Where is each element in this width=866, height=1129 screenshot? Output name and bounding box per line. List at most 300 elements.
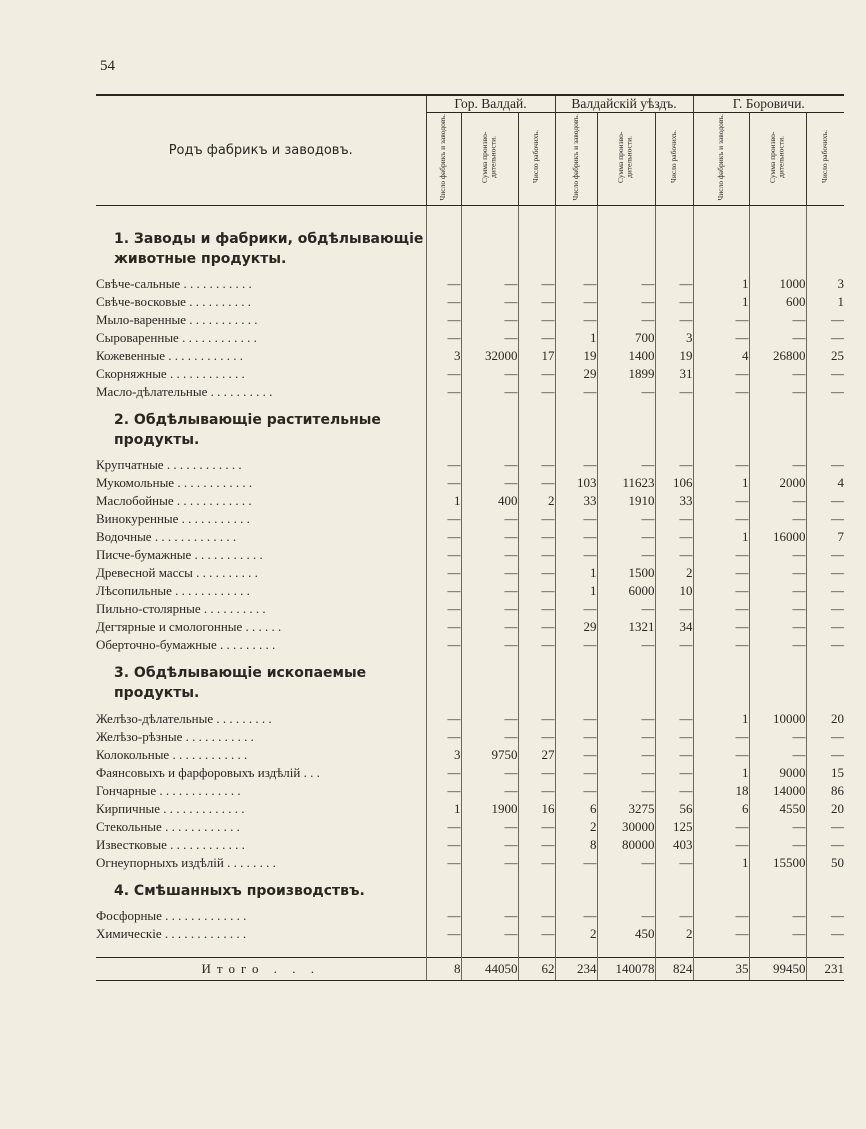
value-cell: 29: [555, 365, 597, 383]
row-label: Желѣзо-дѣлательные . . . . . . . . .: [96, 710, 272, 726]
value-cell: 17: [518, 347, 555, 365]
value-cell: 19: [555, 347, 597, 365]
section-title: 4. Смѣшанныхъ производствъ.: [114, 882, 365, 899]
value-cell: 2: [655, 925, 693, 943]
value-cell: —: [655, 311, 693, 329]
table-row: [96, 854, 844, 872]
column-header: Число фабрикъ и заводовъ.: [555, 113, 597, 206]
row-label: Оберточно-бумажные . . . . . . . . .: [96, 637, 276, 653]
value-cell: —: [461, 710, 518, 728]
value-cell: —: [655, 907, 693, 925]
value-cell: 10000: [749, 710, 806, 728]
value-cell: 1: [806, 293, 844, 311]
value-cell: 1500: [597, 564, 655, 582]
table-row: [96, 600, 844, 618]
value-cell: 4: [693, 347, 749, 365]
value-cell: —: [806, 492, 844, 510]
value-cell: 18: [693, 782, 749, 800]
value-cell: —: [806, 546, 844, 564]
table-row: [96, 365, 844, 383]
value-cell: —: [461, 365, 518, 383]
value-cell: —: [806, 836, 844, 854]
section-title: 1. Заводы и фабрики, обдѣлывающіе животные продукты.: [114, 231, 424, 267]
row-label: Писче-бумажные . . . . . . . . . . .: [96, 547, 263, 563]
value-cell: —: [518, 728, 555, 746]
value-cell: —: [518, 564, 555, 582]
value-cell: 9750: [461, 746, 518, 764]
value-cell: 1: [693, 474, 749, 492]
value-cell: —: [461, 907, 518, 925]
value-cell: —: [749, 600, 806, 618]
value-cell: —: [555, 728, 597, 746]
value-cell: —: [518, 636, 555, 654]
row-label: Колокольные . . . . . . . . . . . .: [96, 746, 248, 762]
value-cell: —: [806, 925, 844, 943]
value-cell: —: [806, 818, 844, 836]
value-cell: 1: [693, 275, 749, 293]
value-cell: —: [693, 383, 749, 401]
value-cell: —: [749, 618, 806, 636]
value-cell: —: [461, 456, 518, 474]
value-cell: 3: [426, 746, 461, 764]
value-cell: —: [749, 582, 806, 600]
value-cell: —: [555, 907, 597, 925]
value-cell: —: [426, 293, 461, 311]
value-cell: —: [555, 510, 597, 528]
value-cell: —: [693, 564, 749, 582]
value-cell: —: [426, 383, 461, 401]
value-cell: —: [461, 836, 518, 854]
value-cell: —: [555, 746, 597, 764]
row-label: Желѣзо-рѣзные . . . . . . . . . . .: [96, 728, 254, 744]
row-label: Свѣче-восковые . . . . . . . . . .: [96, 294, 251, 310]
value-cell: 1: [693, 293, 749, 311]
value-cell: 33: [555, 492, 597, 510]
value-cell: 99450: [749, 958, 806, 981]
table-row: [96, 710, 844, 728]
value-cell: —: [655, 710, 693, 728]
value-cell: —: [426, 311, 461, 329]
value-cell: —: [518, 836, 555, 854]
value-cell: —: [693, 818, 749, 836]
value-cell: —: [426, 329, 461, 347]
value-cell: —: [461, 546, 518, 564]
value-cell: 8: [555, 836, 597, 854]
value-cell: —: [749, 818, 806, 836]
value-cell: 1: [693, 528, 749, 546]
value-cell: —: [426, 456, 461, 474]
value-cell: —: [555, 275, 597, 293]
value-cell: —: [693, 728, 749, 746]
value-cell: —: [461, 600, 518, 618]
value-cell: 3: [655, 329, 693, 347]
value-cell: —: [426, 546, 461, 564]
table-row: [96, 800, 844, 818]
value-cell: —: [693, 311, 749, 329]
column-header: Число рабочихъ.: [655, 113, 693, 206]
value-cell: 3: [426, 347, 461, 365]
value-cell: 20: [806, 710, 844, 728]
value-cell: 31: [655, 365, 693, 383]
value-cell: 1910: [597, 492, 655, 510]
total-label: Итого . . .: [96, 958, 426, 981]
value-cell: 16000: [749, 528, 806, 546]
value-cell: —: [426, 854, 461, 872]
value-cell: —: [426, 510, 461, 528]
row-label: Скорняжные . . . . . . . . . . . .: [96, 366, 245, 382]
value-cell: 1321: [597, 618, 655, 636]
row-label: Дегтярные и смологонные . . . . . .: [96, 619, 282, 635]
value-cell: —: [749, 728, 806, 746]
value-cell: —: [597, 710, 655, 728]
column-header: Число фабрикъ и заводовъ.: [426, 113, 461, 206]
value-cell: 3: [806, 275, 844, 293]
value-cell: —: [555, 764, 597, 782]
value-cell: —: [693, 907, 749, 925]
value-cell: —: [749, 907, 806, 925]
row-label: Фаянсовыхъ и фарфоровыхъ издѣлій . . .: [96, 764, 320, 780]
section-title: 2. Обдѣлывающіе растительные продукты.: [114, 412, 381, 448]
table-row: [96, 275, 844, 293]
value-cell: 6: [693, 800, 749, 818]
value-cell: —: [749, 311, 806, 329]
value-cell: 1: [426, 492, 461, 510]
value-cell: —: [555, 636, 597, 654]
value-cell: —: [597, 636, 655, 654]
value-cell: 11623: [597, 474, 655, 492]
value-cell: —: [749, 925, 806, 943]
column-header: Число рабочихъ.: [518, 113, 555, 206]
table-row: [96, 293, 844, 311]
value-cell: —: [461, 764, 518, 782]
value-cell: —: [461, 311, 518, 329]
table-row: [96, 818, 844, 836]
value-cell: 30000: [597, 818, 655, 836]
value-cell: —: [426, 474, 461, 492]
value-cell: —: [597, 907, 655, 925]
value-cell: —: [426, 275, 461, 293]
table-row: [96, 528, 844, 546]
table-row: [96, 836, 844, 854]
value-cell: —: [426, 925, 461, 943]
value-cell: —: [806, 456, 844, 474]
value-cell: 1: [555, 582, 597, 600]
value-cell: 1: [426, 800, 461, 818]
value-cell: —: [461, 275, 518, 293]
value-cell: —: [749, 492, 806, 510]
value-cell: —: [518, 528, 555, 546]
row-label: Древесной массы . . . . . . . . . .: [96, 565, 258, 581]
value-cell: —: [461, 564, 518, 582]
value-cell: —: [518, 582, 555, 600]
value-cell: —: [461, 925, 518, 943]
value-cell: —: [518, 818, 555, 836]
value-cell: 4550: [749, 800, 806, 818]
value-cell: 20: [806, 800, 844, 818]
value-cell: —: [597, 782, 655, 800]
value-cell: —: [461, 582, 518, 600]
row-label: Пильно-столярные . . . . . . . . . .: [96, 601, 266, 617]
value-cell: 16: [518, 800, 555, 818]
value-cell: —: [806, 618, 844, 636]
value-cell: —: [806, 564, 844, 582]
value-cell: —: [806, 329, 844, 347]
value-cell: —: [749, 510, 806, 528]
row-label: Кирпичные . . . . . . . . . . . . .: [96, 800, 245, 816]
value-cell: 34: [655, 618, 693, 636]
value-cell: 1899: [597, 365, 655, 383]
value-cell: —: [426, 818, 461, 836]
value-cell: —: [597, 728, 655, 746]
value-cell: —: [555, 546, 597, 564]
value-cell: —: [518, 311, 555, 329]
value-cell: 125: [655, 818, 693, 836]
table-row: [96, 456, 844, 474]
value-cell: —: [655, 854, 693, 872]
value-cell: —: [597, 528, 655, 546]
row-label: Крупчатные . . . . . . . . . . . .: [96, 457, 242, 473]
value-cell: —: [555, 383, 597, 401]
value-cell: —: [461, 636, 518, 654]
value-cell: —: [597, 275, 655, 293]
table-row: [96, 907, 844, 925]
value-cell: —: [518, 764, 555, 782]
value-cell: 80000: [597, 836, 655, 854]
column-header: Число рабочихъ.: [806, 113, 844, 206]
value-cell: —: [518, 546, 555, 564]
value-cell: 600: [749, 293, 806, 311]
value-cell: —: [693, 546, 749, 564]
column-header: Сумма произво-дительности.: [749, 113, 806, 206]
table-row: [96, 564, 844, 582]
value-cell: 1: [693, 854, 749, 872]
value-cell: —: [461, 329, 518, 347]
factory-statistics-table: [96, 94, 844, 981]
value-cell: —: [597, 510, 655, 528]
value-cell: —: [749, 636, 806, 654]
section-heading-row: [96, 401, 844, 456]
table-row: [96, 728, 844, 746]
value-cell: —: [655, 764, 693, 782]
table-row: [96, 546, 844, 564]
value-cell: —: [655, 782, 693, 800]
table-row: [96, 492, 844, 510]
table-row: [96, 347, 844, 365]
value-cell: —: [426, 365, 461, 383]
row-label: Химическіе . . . . . . . . . . . . .: [96, 926, 247, 942]
value-cell: —: [749, 564, 806, 582]
value-cell: —: [518, 510, 555, 528]
row-label: Водочные . . . . . . . . . . . . .: [96, 529, 237, 545]
value-cell: —: [597, 746, 655, 764]
value-cell: —: [806, 582, 844, 600]
value-cell: —: [749, 365, 806, 383]
value-cell: 26800: [749, 347, 806, 365]
value-cell: —: [655, 728, 693, 746]
value-cell: —: [597, 854, 655, 872]
value-cell: 103: [555, 474, 597, 492]
value-cell: 234: [555, 958, 597, 981]
value-cell: —: [461, 728, 518, 746]
value-cell: 1400: [597, 347, 655, 365]
row-label: Масло-дѣлательные . . . . . . . . . .: [96, 384, 273, 400]
column-header: Число фабрикъ и заводовъ.: [693, 113, 749, 206]
row-label: Маслобойные . . . . . . . . . . . .: [96, 493, 252, 509]
value-cell: 3275: [597, 800, 655, 818]
value-cell: 33: [655, 492, 693, 510]
value-cell: —: [555, 528, 597, 546]
value-cell: —: [749, 546, 806, 564]
value-cell: 6: [555, 800, 597, 818]
value-cell: —: [693, 746, 749, 764]
table-row: [96, 329, 844, 347]
value-cell: —: [597, 764, 655, 782]
value-cell: —: [555, 710, 597, 728]
value-cell: —: [518, 293, 555, 311]
value-cell: —: [518, 907, 555, 925]
value-cell: —: [749, 329, 806, 347]
page-number: 54: [100, 58, 115, 74]
value-cell: —: [597, 293, 655, 311]
value-cell: 403: [655, 836, 693, 854]
value-cell: —: [749, 746, 806, 764]
section-heading-row: [96, 654, 844, 709]
value-cell: 62: [518, 958, 555, 981]
value-cell: —: [555, 782, 597, 800]
value-cell: 15: [806, 764, 844, 782]
value-cell: —: [693, 636, 749, 654]
row-label: Мыло-варенные . . . . . . . . . . .: [96, 312, 258, 328]
value-cell: —: [655, 600, 693, 618]
row-label: Известковые . . . . . . . . . . . .: [96, 836, 245, 852]
value-cell: —: [461, 293, 518, 311]
value-cell: —: [806, 311, 844, 329]
value-cell: —: [461, 474, 518, 492]
value-cell: —: [426, 728, 461, 746]
value-cell: —: [461, 528, 518, 546]
value-cell: 400: [461, 492, 518, 510]
value-cell: 86: [806, 782, 844, 800]
value-cell: —: [749, 456, 806, 474]
value-cell: —: [806, 600, 844, 618]
row-label: Мукомольные . . . . . . . . . . . .: [96, 475, 253, 491]
value-cell: —: [426, 564, 461, 582]
value-cell: —: [461, 854, 518, 872]
value-cell: —: [518, 329, 555, 347]
region-header: Г. Боровичи.: [693, 95, 844, 113]
value-cell: —: [518, 925, 555, 943]
row-label: Винокуренные . . . . . . . . . . .: [96, 511, 250, 527]
value-cell: 2: [555, 818, 597, 836]
region-header: Гор. Валдай.: [426, 95, 555, 113]
value-cell: —: [693, 582, 749, 600]
row-label: Огнеупорныхъ издѣлій . . . . . . . .: [96, 854, 276, 870]
value-cell: —: [597, 456, 655, 474]
value-cell: 1: [693, 710, 749, 728]
value-cell: —: [806, 510, 844, 528]
value-cell: 8: [426, 958, 461, 981]
value-cell: —: [597, 600, 655, 618]
table-row: [96, 582, 844, 600]
value-cell: 450: [597, 925, 655, 943]
value-cell: —: [426, 764, 461, 782]
value-cell: —: [693, 510, 749, 528]
value-cell: 32000: [461, 347, 518, 365]
spacer-row: [96, 943, 844, 958]
value-cell: —: [518, 782, 555, 800]
table-row: [96, 383, 844, 401]
total-row: [96, 958, 844, 981]
value-cell: 14000: [749, 782, 806, 800]
row-label: Фосфорные . . . . . . . . . . . . .: [96, 908, 247, 924]
value-cell: —: [555, 854, 597, 872]
value-cell: —: [518, 710, 555, 728]
value-cell: —: [806, 907, 844, 925]
spacer-row: [96, 206, 844, 221]
value-cell: —: [461, 818, 518, 836]
section-heading-row: [96, 220, 844, 275]
row-header: Родъ фабрикъ и заводовъ.: [96, 95, 426, 206]
value-cell: —: [655, 293, 693, 311]
value-cell: —: [597, 383, 655, 401]
value-cell: 56: [655, 800, 693, 818]
value-cell: —: [555, 293, 597, 311]
value-cell: 19: [655, 347, 693, 365]
value-cell: —: [693, 329, 749, 347]
value-cell: 9000: [749, 764, 806, 782]
value-cell: 1: [693, 764, 749, 782]
value-cell: 231: [806, 958, 844, 981]
value-cell: —: [518, 275, 555, 293]
region-header: Валдайскій уѣздъ.: [555, 95, 693, 113]
value-cell: 2000: [749, 474, 806, 492]
table-row: [96, 510, 844, 528]
table-row: [96, 925, 844, 943]
value-cell: —: [518, 474, 555, 492]
value-cell: —: [426, 528, 461, 546]
value-cell: —: [426, 636, 461, 654]
value-cell: —: [749, 836, 806, 854]
table-row: [96, 474, 844, 492]
table-body: [96, 206, 844, 981]
value-cell: —: [693, 925, 749, 943]
table-row: [96, 764, 844, 782]
section-title: 3. Обдѣлывающіе ископаемые продукты.: [114, 665, 367, 701]
value-cell: —: [806, 636, 844, 654]
row-label: Лѣсопильные . . . . . . . . . . . .: [96, 583, 250, 599]
column-header: Сумма произво-дительности.: [461, 113, 518, 206]
column-header: Сумма произво-дительности.: [597, 113, 655, 206]
value-cell: 1000: [749, 275, 806, 293]
value-cell: —: [655, 528, 693, 546]
value-cell: —: [806, 383, 844, 401]
value-cell: —: [461, 383, 518, 401]
value-cell: —: [426, 710, 461, 728]
value-cell: —: [461, 782, 518, 800]
value-cell: 106: [655, 474, 693, 492]
value-cell: 824: [655, 958, 693, 981]
value-cell: 10: [655, 582, 693, 600]
value-cell: —: [693, 456, 749, 474]
value-cell: —: [693, 365, 749, 383]
value-cell: —: [655, 510, 693, 528]
value-cell: 2: [555, 925, 597, 943]
row-label: Стекольные . . . . . . . . . . . .: [96, 818, 240, 834]
table-row: [96, 746, 844, 764]
value-cell: —: [518, 456, 555, 474]
value-cell: —: [518, 383, 555, 401]
value-cell: —: [426, 618, 461, 636]
